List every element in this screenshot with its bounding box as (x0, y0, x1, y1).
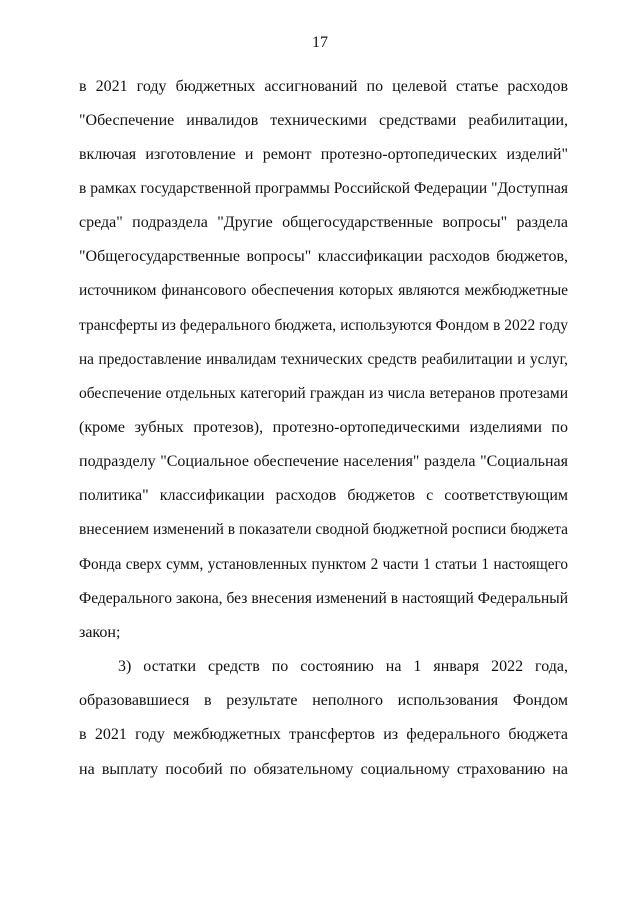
text-line: подразделу "Социальное обеспечение населения" раздела "Социальная (79, 453, 568, 470)
text-line: обеспечение отдельных категорий граждан из числа ветеранов протезами (79, 385, 568, 402)
text-line: Фонда сверх сумм, установленных пунктом 2 части 1 статьи 1 настоящего (79, 556, 568, 573)
text-line: источником финансового обеспечения которых являются межбюджетные (79, 282, 568, 299)
text-line: среда" подраздела "Другие общегосударственные вопросы" раздела (79, 214, 568, 231)
text-line: закон; (79, 624, 121, 641)
text-line: включая изготовление и ремонт протезно-ортопедических изделий" (79, 146, 568, 163)
text-line: 3) остатки средств по состоянию на 1 января 2022 года, (118, 658, 568, 675)
text-line: "Общегосударственные вопросы" классификации расходов бюджетов, (79, 248, 568, 265)
text-line: политика" классификации расходов бюджетов с соответствующим (79, 487, 568, 504)
text-line: в 2021 году бюджетных ассигнований по целевой статье расходов (79, 78, 568, 95)
text-line: на предоставление инвалидам технических средств реабилитации и услуг, (79, 351, 568, 368)
text-line: внесением изменений в показатели сводной бюджетной росписи бюджета (79, 521, 569, 538)
text-line: образовавшиеся в результате неполного использования Фондом (79, 692, 568, 709)
text-line: на выплату пособий по обязательному социальному страхованию на (79, 761, 568, 778)
text-line: Федерального закона, без внесения изменений в настоящий Федеральный (79, 590, 568, 607)
text-line: трансферты из федерального бюджета, используются Фондом в 2022 году (79, 317, 568, 334)
text-line: (кроме зубных протезов), протезно-ортопедическими изделиями по (79, 419, 568, 436)
text-line: "Обеспечение инвалидов техническими средствами реабилитации, (79, 112, 568, 129)
text-line: в рамках государственной программы Российской Федерации "Доступная (79, 180, 568, 197)
page-number: 17 (312, 34, 328, 51)
text-line: в 2021 году межбюджетных трансфертов из федерального бюджета (79, 726, 568, 743)
